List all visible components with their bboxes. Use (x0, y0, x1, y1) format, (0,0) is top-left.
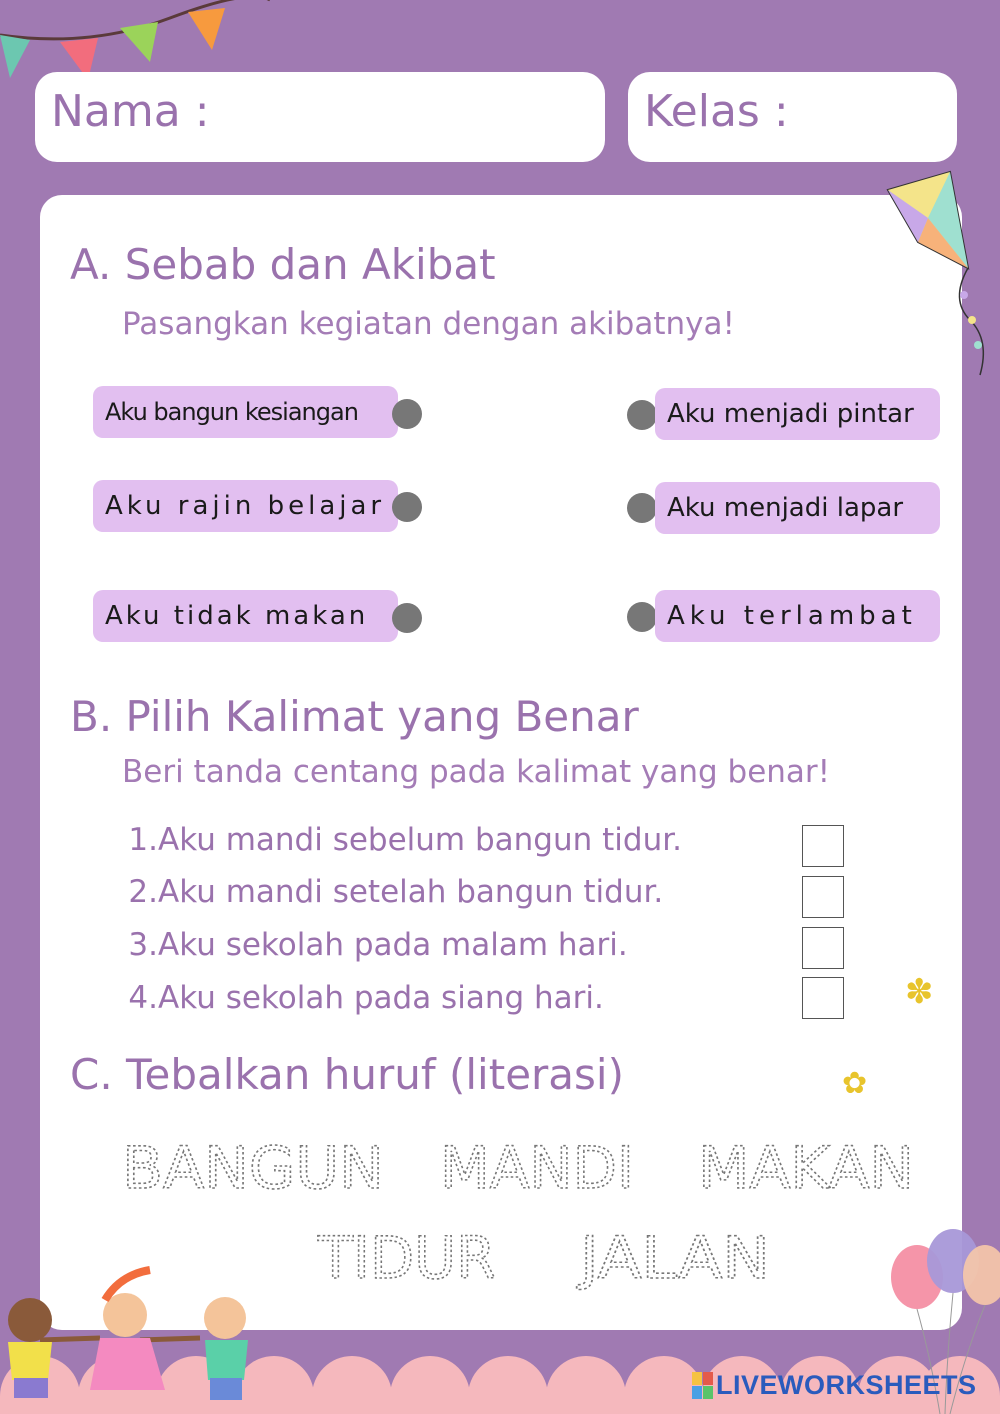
watermark (692, 1370, 977, 1401)
children-illustration (0, 1260, 290, 1414)
checkbox-1[interactable] (802, 825, 844, 867)
trace-word-5[interactable]: JALAN (576, 1224, 770, 1292)
checkbox-3[interactable] (802, 927, 844, 969)
effect-connector-2[interactable] (627, 493, 657, 523)
effect-connector-1[interactable] (627, 400, 657, 430)
statement-1 (103, 822, 682, 858)
statement-text: Aku mandi setelah bangun tidur. (158, 874, 664, 910)
cause-item-1: Aku bangun kesiangan (93, 386, 398, 438)
liveworksheets-logo-icon (692, 1372, 714, 1400)
section-c-title: C. Tebalkan huruf (literasi) (70, 1050, 624, 1099)
checkbox-4[interactable] (802, 977, 844, 1019)
name-label: Nama : (51, 86, 210, 137)
statement-number: 2. (128, 874, 158, 910)
effect-item-1: Aku menjadi pintar (655, 388, 940, 440)
cause-item-3: Aku tidak makan (93, 590, 398, 642)
flower-icon: ✿ (842, 1066, 868, 1101)
statement-3 (103, 927, 628, 963)
section-b-title: B. Pilih Kalimat yang Benar (70, 692, 639, 741)
section-a-instruction: Pasangkan kegiatan dengan akibatnya! (122, 306, 735, 342)
flower-icon: ✽ (905, 972, 934, 1012)
statement-2 (103, 874, 663, 910)
statement-number: 3. (128, 927, 158, 963)
effect-item-2: Aku menjadi lapar (655, 482, 940, 534)
class-field[interactable] (628, 72, 957, 162)
cause-connector-1[interactable] (392, 399, 422, 429)
watermark-text: LIVEWORKSHEETS (716, 1370, 977, 1400)
trace-word-4[interactable]: TIDUR (317, 1224, 496, 1292)
statement-4 (103, 980, 604, 1016)
cause-connector-2[interactable] (392, 492, 422, 522)
section-a-title: A. Sebab dan Akibat (70, 240, 496, 289)
statement-text: Aku mandi sebelum bangun tidur. (158, 822, 682, 858)
cause-connector-3[interactable] (392, 603, 422, 633)
name-field[interactable] (35, 72, 605, 162)
statement-number: 4. (128, 980, 158, 1016)
statement-text: Aku sekolah pada malam hari. (158, 927, 628, 963)
cause-item-2: Aku rajin belajar (93, 480, 398, 532)
effect-item-3: Aku terlambat (655, 590, 940, 642)
trace-word-2[interactable]: MANDI (440, 1134, 634, 1202)
section-b-instruction: Beri tanda centang pada kalimat yang benar! (122, 754, 831, 790)
class-label: Kelas : (644, 86, 789, 137)
statement-text: Aku sekolah pada siang hari. (158, 980, 604, 1016)
trace-word-1[interactable]: BANGUN (122, 1134, 384, 1202)
statement-number: 1. (128, 822, 158, 858)
checkbox-2[interactable] (802, 876, 844, 918)
effect-connector-3[interactable] (627, 602, 657, 632)
trace-word-3[interactable]: MAKAN (698, 1134, 914, 1202)
kite-icon (880, 160, 1000, 380)
